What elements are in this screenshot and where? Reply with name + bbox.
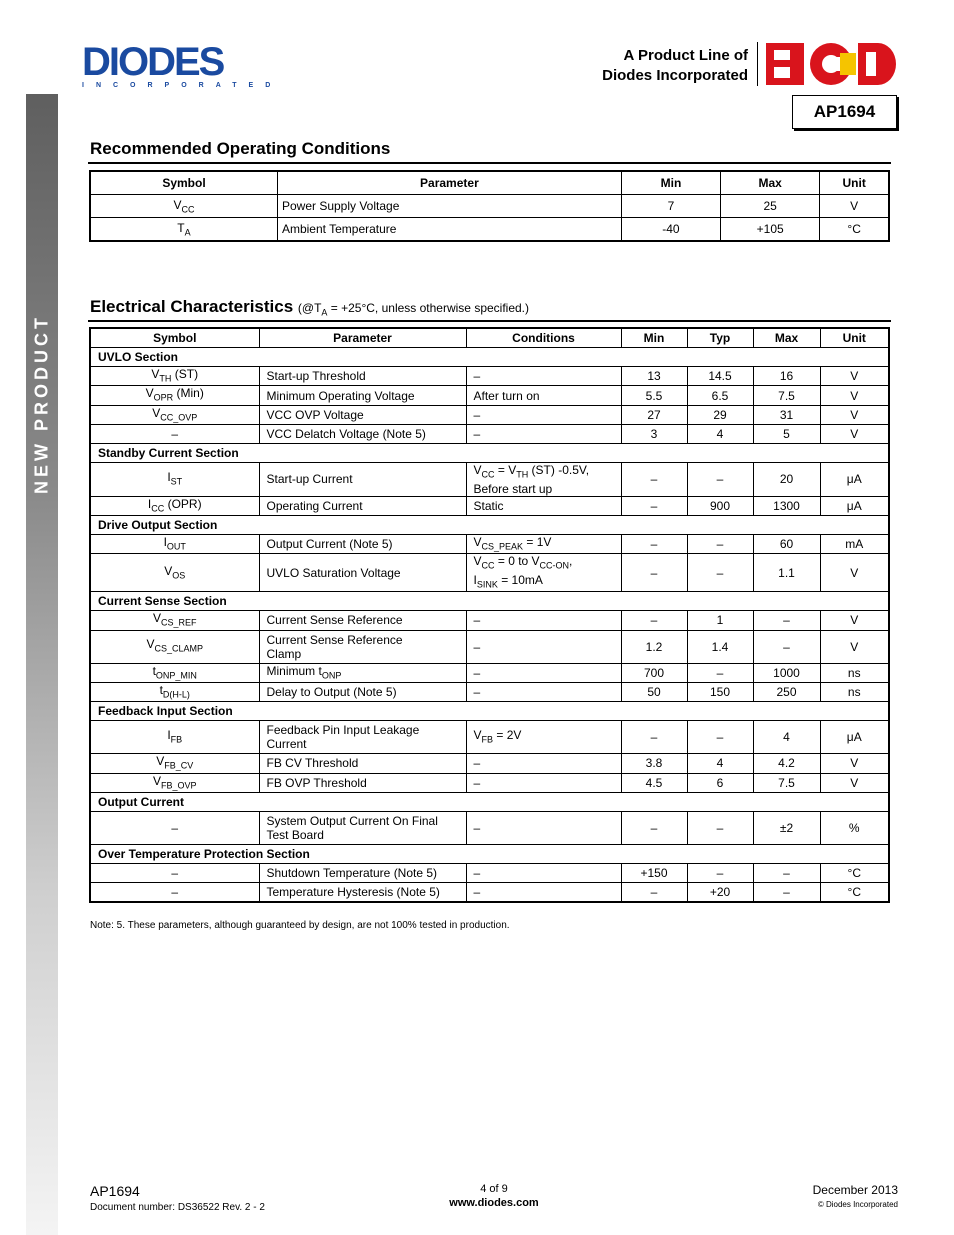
- table-header: Symbol Parameter Conditions Min Typ Max Unit: [90, 328, 889, 348]
- section-row: Current Sense Section: [90, 592, 889, 611]
- ec-rule: [88, 320, 891, 322]
- footer-copyright: © Diodes Incorporated: [817, 1200, 898, 1209]
- sidebar-label: NEW PRODUCT: [31, 314, 52, 494]
- footer-center: [394, 1183, 594, 1209]
- table-row: – VCC Delatch Voltage (Note 5) – 3 4 5 V: [90, 425, 889, 444]
- ec-title: Electrical Characteristics ($@T_A = +25^\circ C$, unless otherwise specified.): [90, 297, 530, 318]
- table-row: $I_{OUT}$ Output Current (Note 5) $V_{CS\_PEAK} = 1V$ – – 60 mA: [90, 534, 889, 553]
- bcd-letter-d: D: [876, 38, 877, 39]
- footer-doc-number: Document number: DS36522 Rev. 2 - 2: [90, 1202, 265, 1213]
- diodes-logo: [82, 40, 283, 92]
- table-row: – System Output Current On Final Test Board – – – ±2 %: [90, 812, 889, 845]
- table-row: $V_{CS\_REF}$ Current Sense Reference – – 1 – V: [90, 611, 889, 630]
- bcd-logo: [766, 38, 896, 85]
- roc-title: Recommended Operating Conditions: [90, 139, 391, 158]
- product-line: A Product Line of Diodes Incorporated: [602, 47, 748, 84]
- section-row: Over Temperature Protection Section: [90, 845, 889, 864]
- table-row: $V_{TH}$ (ST) Start-up Threshold – 13 14.5 16 V: [90, 367, 889, 386]
- footer-left: [90, 1183, 265, 1213]
- section-row: Standby Current Section: [90, 444, 889, 463]
- roc-rule: [88, 162, 891, 164]
- section-row: Output Current: [90, 793, 889, 812]
- section-row: Feedback Input Section: [90, 702, 889, 721]
- footnote: Note: 5. These parameters, although guaranteed by design, are not 100% tested in production.: [90, 920, 510, 931]
- header-divider: [757, 42, 758, 86]
- ec-conditions-note: ($@T_A = +25^\circ C$, unless otherwise specified.): [297, 301, 530, 318]
- part-number-box: AP1694: [792, 95, 897, 129]
- ec-table: [89, 327, 890, 903]
- table-row: $I_{FB}$ Feedback Pin Input Leakage Current $V_{FB} = 2V$ – – 4 μA: [90, 721, 889, 754]
- table-row: – Temperature Hysteresis (Note 5) – – +20 – °C: [90, 883, 889, 903]
- footer-right: [698, 1183, 898, 1209]
- website-link[interactable]: www.diodes.com: [449, 1197, 539, 1209]
- logo-text: DIODES: [82, 40, 224, 84]
- footer-date: December 2013: [812, 1183, 898, 1197]
- roc-table: [89, 170, 890, 242]
- table-row: $V_{CC}$ Power Supply Voltage 7 25 V: [90, 195, 889, 218]
- table-row: $t_{D(H-L)}$ Delay to Output (Note 5) – 50 150 250 ns: [90, 682, 889, 701]
- section-row: UVLO Section: [90, 348, 889, 367]
- table-header: Symbol Parameter Min Max Unit: [90, 171, 889, 195]
- bcd-letter-b: B: [785, 38, 786, 39]
- logo-subtext: INCORPORATED: [82, 82, 283, 89]
- table-row: $V_{OPR}$ (Min) Minimum Operating Voltage After turn on 5.5 6.5 7.5 V: [90, 386, 889, 405]
- bcd-letter-c: C: [831, 38, 832, 39]
- table-row: $V_{CS\_CLAMP}$ Current Sense Reference Clamp – 1.2 1.4 – V: [90, 630, 889, 663]
- table-row: – Shutdown Temperature (Note 5) – +150 – – °C: [90, 864, 889, 883]
- table-row: $V_{FB\_OVP}$ FB OVP Threshold – 4.5 6 7.5 V: [90, 773, 889, 792]
- page-number: 4 of 9: [480, 1183, 508, 1195]
- section-row: Drive Output Section: [90, 515, 889, 534]
- table-row: $T_A$ Ambient Temperature -40 +105 °C: [90, 218, 889, 242]
- table-row: $t_{ONP\_MIN}$ Minimum $t_{ONP}$ – 700 – 1000 ns: [90, 663, 889, 682]
- table-row: $V_{FB\_CV}$ FB CV Threshold – 3.8 4 4.2 V: [90, 754, 889, 773]
- footer-part: AP1694: [90, 1183, 140, 1199]
- table-row: $V_{OS}$ UVLO Saturation Voltage $V_{CC} = 0$ to $V_{CC-ON}$, $I_{SINK} = 10mA$ – – 1.1 V: [90, 554, 889, 592]
- table-row: $I_{CC}$ (OPR) Operating Current Static – 900 1300 μA: [90, 496, 889, 515]
- table-row: $I_{ST}$ Start-up Current $V_{CC} = V_{TH}$ (ST) -0.5V, Before start up – – 20 μA: [90, 463, 889, 496]
- table-row: $V_{CC\_OVP}$ VCC OVP Voltage – 27 29 31 V: [90, 405, 889, 424]
